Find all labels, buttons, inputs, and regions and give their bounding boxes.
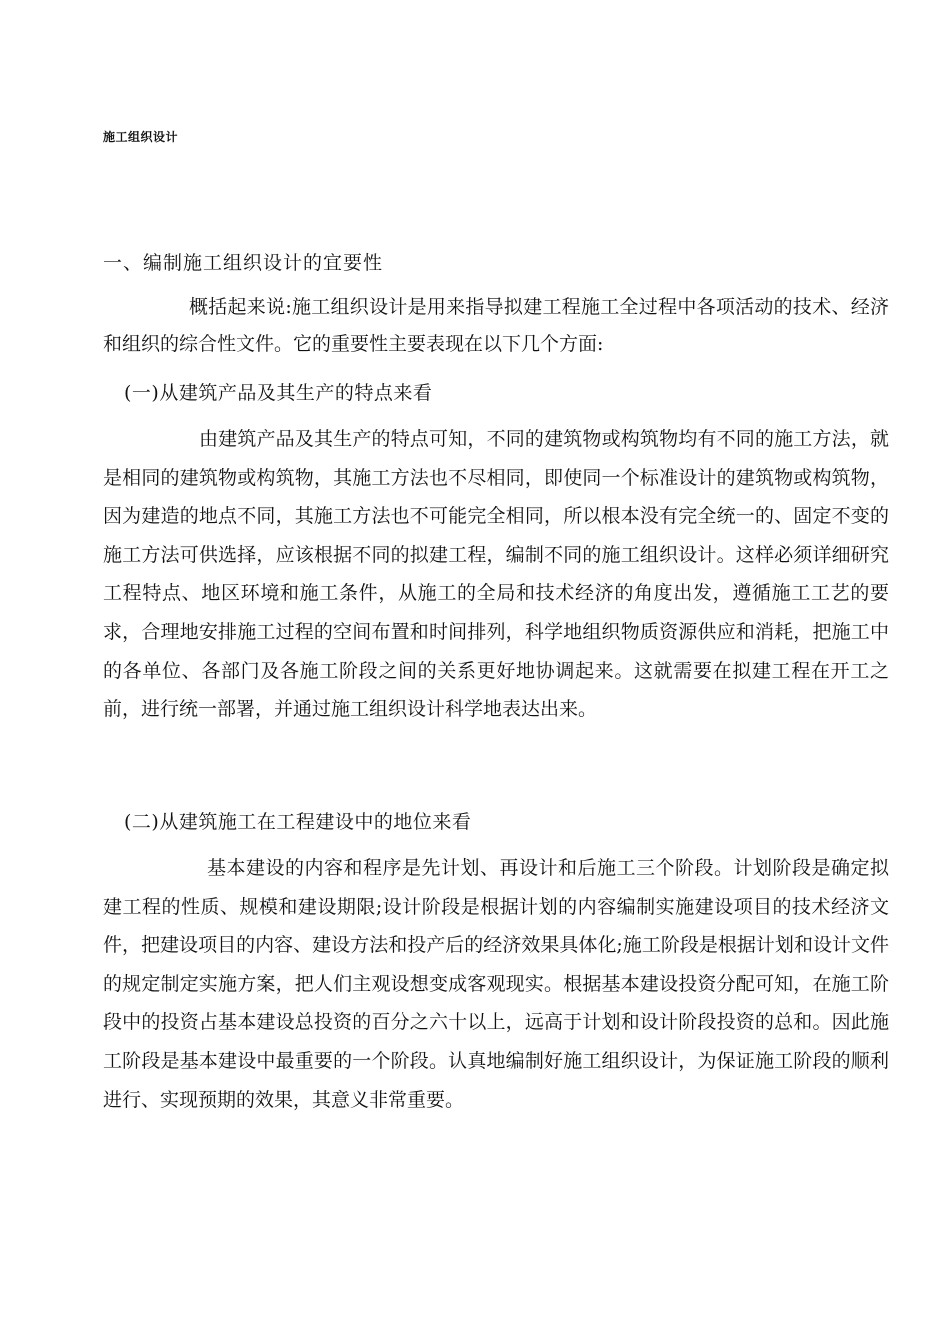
document-header: 施工组织设计 xyxy=(103,130,179,144)
subsection-title-2: (二)从建筑施工在工程建设中的地位来看 xyxy=(124,811,472,833)
subsection-title-1: (一)从建筑产品及其生产的特点来看 xyxy=(124,382,433,404)
subsection-body-2: 基本建设的内容和程序是先计划、再设计和后施工三个阶段。计划阶段是确定拟建工程的性质、规模和建设期限;设计阶段是根据计划的内容编制实施建设项目的技术经济文件，把建设项目的内容、建设方法和投产后的经济效果具体化;施工阶段是根据计划和设计文件的规定制定实施方案，把人们主观设想变成客观现实。根据基本建设投资分配可知，在施工阶段中的投资占基本建设总投资的百分之六十以上，远高于计划和设计阶段投资的总和。因此施工阶段是基本建设中最重要的一个阶段。认真地编制好施工组织设计，为保证施工阶段的顺利进行、实现预期的效果，其意义非常重要。 xyxy=(103,857,889,1111)
subsection-body-1: 由建筑产品及其生产的特点可知，不同的建筑物或构筑物均有不同的施工方法，就是相同的建筑物或构筑物，其施工方法也不尽相同，即使同一个标准设计的建筑物或构筑物，因为建造的地点不同，其施工方法也不可能完全相同，所以根本没有完全统一的、固定不变的施工方法可供选择，应该根据不同的拟建工程，编制不同的施工组织设计。这样必须详细研究工程特点、地区环境和施工条件，从施工的全局和技术经济的角度出发，遵循施工工艺的要求，合理地安排施工过程的空间布置和时间排列，科学地组织物质资源供应和消耗，把施工中的各单位、各部门及各施工阶段之间的关系更好地协调起来。这就需要在拟建工程在开工之前，进行统一部署，并通过施工组织设计科学地表达出来。 xyxy=(103,428,889,721)
intro-paragraph: 概括起来说:施工组织设计是用来指导拟建工程施工全过程中各项活动的技术、经济和组织的综合性文件。它的重要性主要表现在以下几个方面: xyxy=(103,296,889,355)
section-title: 一、编制施工组织设计的宜要性 xyxy=(103,252,384,274)
